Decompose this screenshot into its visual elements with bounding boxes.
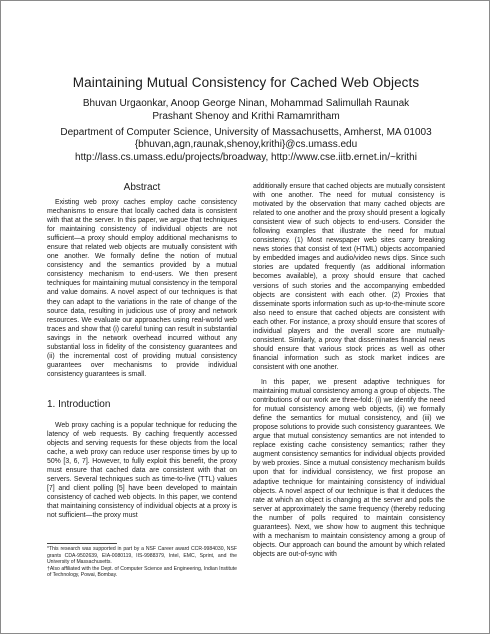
affiliation-department: Department of Computer Science, University of Massachusetts, Amherst, MA 01003 <box>60 127 432 138</box>
affiliation-block <box>0 127 492 164</box>
introduction-text: Web proxy caching is a popular technique for reducing the latency of web requests. By caching frequently accessed objects and serving requests for these objects from the local cache, a web proxy can reduce user response times by up to 50% [3, 6, 7]. However, to fully exploit this benefit, the proxy must ensure that cached data are consistent with that on servers. Several techniques such as time-to-live (TTL) values [7] and client polling [5] have been developed to maintain consistency of cached web objects. In this paper, we contend that maintaining consistency of individual objects at a proxy is not sufficient—the proxy must <box>47 422 237 520</box>
abstract-heading: Abstract <box>123 182 161 193</box>
abstract-text: Existing web proxy caches employ cache consistency mechanisms to ensure that locally cached data is consistent with that at the server. In this paper, we argue that techniques for maintaining consistency of individual objects are not sufficient—a proxy should employ additional mechanisms to ensure that related web objects are mutually consistent with one another. We formally define the notion of mutual consistency and the semantics provided by a mutual consistency mechanism to end-users. We then present techniques for maintaining mutual consistency in the temporal and value domains. A novel aspect of our techniques is that they can adapt to the variations in the rate of change of the source data, resulting in judicious use of proxy and network resources. We evaluate our approaches using real-world web traces and show that (i) careful tuning can result in substantial savings in the network overhead incurred without any substantial loss in fidelity of the consistency guarantees and (ii) the incremental cost of providing mutual consistency guarantees over mechanisms to provide individual consistency guarantees is small. <box>47 199 237 378</box>
right-column <box>253 182 445 559</box>
footnote-1: *This research was supported in part by a NSF Career award CCR-9984030, NSF grants CDA-9502639, EIA-0080119, IIS-9988379, Intel, EMC, Sprint, and the University of Massachusetts. <box>47 546 237 566</box>
introduction-heading: 1. Introduction <box>47 399 111 410</box>
author-line-2: Prashant Shenoy and Krithi Ramamritham <box>152 110 340 122</box>
footnote-rule <box>47 543 117 544</box>
paper-title: Maintaining Mutual Consistency for Cached Web Objects <box>72 75 420 90</box>
introduction-body <box>47 421 237 521</box>
author-line-1: Bhuvan Urgaonkar, Anoop George Ninan, Mohammad Salimullah Raunak <box>82 98 410 109</box>
affiliation-emails: {bhuvan,agn,raunak,shenoy,krithi}@cs.umass.edu <box>134 139 358 151</box>
affiliation-urls: http://lass.cs.umass.edu/projects/broadway, http://www.cse.iitb.ernet.in/~krithi <box>75 151 417 163</box>
right-column-paragraph-2: In this paper, we present adaptive techniques for maintaining mutual consistency among a group of objects. The contributions of our work are three-fold: (i) we identify the need for mutual consistency among web objects, (ii) we formally define the semantics for mutual consistency, and (iii) we propose solutions to provide such consistency guarantees. We argue that mutual consistency semantics are not intended to replace existing cache consistency semantics; rather they augment consistency semantics for individual objects provided by web proxies. Since a mutual consistency mechanism builds upon that for individual consistency, we first propose an adaptive technique for maintaining consistency of individual objects. A novel aspect of our technique is that it deduces the rate at which an object is changing at the server and polls the server at approximately the same frequency (thereby reducing the number of polls required to maintain consistency guarantees). Next, we show how to augment this technique with a mechanism to maintain consistency among a group of objects. Our approach can bound the amount by which related objects are out-of-sync with <box>253 378 445 558</box>
footnotes <box>47 546 237 579</box>
author-list <box>0 98 492 123</box>
footnote-2: †Also affiliated with the Dept. of Computer Science and Engineering, Indian Institute of Technology, Powai, Bombay. <box>47 565 237 579</box>
right-column-paragraph-1: additionally ensure that cached objects are mutually consistent with one another. The need for mutual consistency is motivated by the observation that many cached objects are related to one another and the proxy should present a logically consistent view of such objects to end-users. Consider the following examples that illustrate the need for mutual consistency. (1) Most newspaper web sites carry breaking news stories that consist of text (HTML) objects accompanied by embedded images and audio/video news clips. Since such stories are updated frequently (as additional information becomes available), a proxy should ensure that cached versions of such stories and the accompanying embedded objects are consistent with each other. (2) Proxies that disseminate sports information such as up-to-the-minute score also need to ensure that cached objects are consistent with each other. For instance, a proxy should ensure that scores of individual players and the overall score are mutually-consistent. Similarly, a proxy that disseminates financial news should ensure that various stock prices as well as other financial information such as stock market indices are consistent with one another. <box>253 183 445 371</box>
abstract-body <box>47 198 237 379</box>
